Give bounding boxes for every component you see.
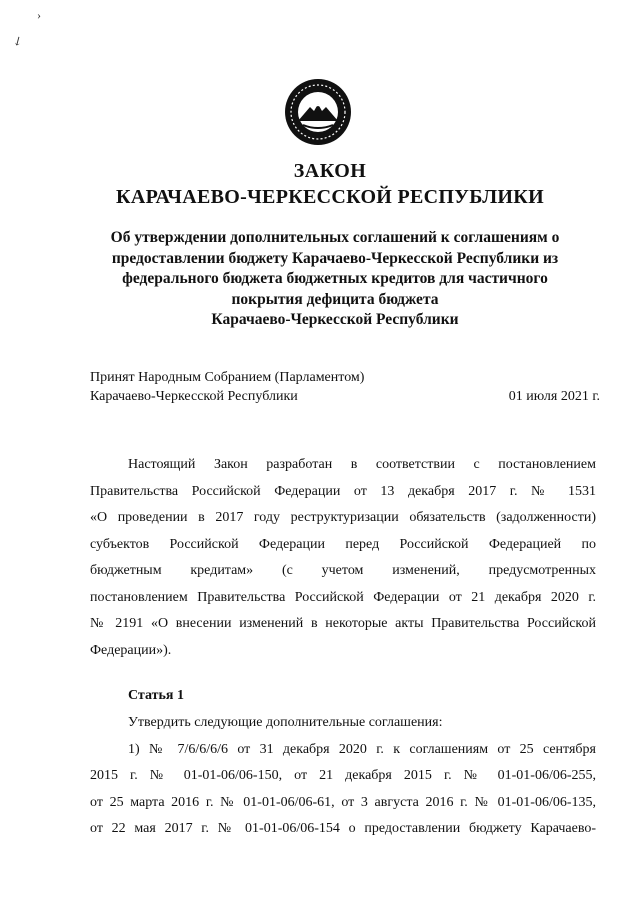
text-line: 1) № 7/6/6/6/6 от 31 декабря 2020 г. к соглашениям от 25 сентября (128, 741, 596, 757)
text-line: Настоящий Закон разработан в соответствии с постановлением (128, 457, 596, 472)
subtitle-line: Карачаево-Черкесской Республики (211, 311, 459, 328)
text-line: «О проведении в 2017 году реструктуризации обязательств (задолженности) (90, 510, 596, 525)
republic-emblem-icon (283, 77, 353, 147)
article-heading: Статья 1 (128, 688, 184, 703)
adoption-block (90, 368, 600, 406)
subtitle-line: покрытия дефицита бюджета (231, 290, 439, 308)
text-line: от 25 марта 2016 г. № 01-01-06/06-61, от 3 августа 2016 г. № 01-01-06/06-135, (90, 794, 596, 810)
text-line: 2015 г. № 01-01-06/06-150, от 21 декабря 2015 г. № 01-01-06/06-255, (90, 768, 596, 783)
text-line: Утвердить следующие дополнительные соглашения: (128, 715, 443, 730)
subtitle-line: предоставлении бюджету Карачаево-Черкесской Республики из (111, 249, 559, 267)
scan-mark: › (37, 8, 41, 22)
adopted-by-republic: Карачаево-Черкесской Республики (90, 389, 298, 404)
article-1-body (90, 710, 596, 843)
text-line: бюджетным кредитам» (с учетом изменений, предусмотренных (90, 563, 596, 578)
scan-mark: ↙ (9, 32, 26, 50)
text-line: субъектов Российской Федерации перед Российской Федерацией по (90, 536, 596, 552)
adopted-by: Принят Народным Собранием (Парламентом) (90, 370, 365, 385)
text-line: Федерации»). (90, 642, 172, 658)
republic-title: КАРАЧАЕВО-ЧЕРКЕССКОЙ РЕСПУБЛИКИ (116, 186, 544, 208)
subtitle-line: Об утверждении дополнительных соглашений к соглашениям о (110, 229, 560, 246)
law-title: ЗАКОН (293, 160, 367, 182)
subtitle-line: федерального бюджета бюджетных кредитов для частичного (122, 270, 548, 287)
text-line: постановлением Правительства Российской Федерации от 21 декабря 2020 г. (90, 589, 596, 605)
text-line: от 22 мая 2017 г. № 01-01-06/06-154 о предоставлении бюджету Карачаево- (90, 821, 596, 836)
preamble (90, 452, 596, 664)
law-subtitle (75, 228, 595, 331)
adoption-date: 01 июля 2021 г. (508, 389, 600, 404)
text-line: Правительства Российской Федерации от 13 декабря 2017 г. № 1531 (90, 483, 596, 499)
text-line: № 2191 «О внесении изменений в некоторые акты Правительства Российской (90, 616, 596, 631)
